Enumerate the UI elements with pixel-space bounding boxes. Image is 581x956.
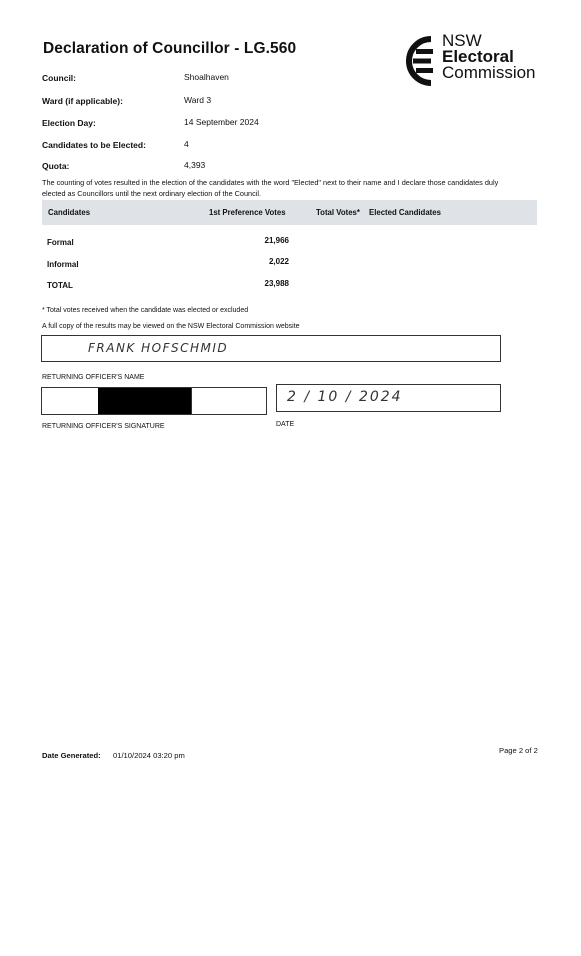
logo-mark-icon — [401, 36, 439, 86]
date-generated-value: 01/10/2024 03:20 pm — [113, 751, 185, 760]
date-handwritten: 2 / 10 / 2024 — [287, 389, 403, 405]
row-formal-value: 21,966 — [264, 236, 289, 245]
election-day-value: 14 September 2024 — [184, 117, 259, 127]
date-generated-label: Date Generated: — [42, 751, 101, 760]
date-label: DATE — [276, 421, 295, 428]
full-copy-note: A full copy of the results may be viewed on the NSW Electoral Commission website — [42, 323, 300, 330]
col-total-votes: Total Votes* — [316, 208, 360, 217]
row-formal-label: Formal — [47, 238, 74, 247]
council-value: Shoalhaven — [184, 72, 229, 82]
row-total-label: TOTAL — [47, 281, 73, 290]
candidates-to-elect-label: Candidates to be Elected: — [42, 140, 146, 150]
ward-label: Ward (if applicable): — [42, 96, 123, 106]
col-candidates: Candidates — [48, 208, 91, 217]
row-informal-label: Informal — [47, 260, 79, 269]
results-table-header — [42, 200, 537, 225]
election-day-label: Election Day: — [42, 118, 96, 128]
row-informal-value: 2,022 — [268, 257, 289, 266]
signature-label: RETURNING OFFICER'S SIGNATURE — [42, 423, 165, 430]
logo-line-2: Electoral — [442, 47, 514, 66]
quota-value: 4,393 — [184, 160, 206, 170]
signature-divider — [191, 388, 192, 414]
nsw-electoral-commission-logo — [401, 33, 551, 89]
date-box — [276, 384, 501, 412]
col-elected: Elected Candidates — [369, 208, 441, 217]
officer-name-label: RETURNING OFFICER'S NAME — [42, 374, 145, 381]
ward-value: Ward 3 — [184, 95, 212, 105]
page-number: Page 2 of 2 — [499, 746, 538, 755]
logo-line-1: NSW — [442, 31, 482, 50]
signature-redaction — [98, 388, 191, 414]
quota-label: Quota: — [42, 161, 70, 171]
logo-line-3: Commission — [442, 63, 536, 82]
footnote: * Total votes received when the candidate was elected or excluded — [42, 307, 249, 314]
officer-name-handwritten: FRANK HOFSCHMID — [88, 341, 229, 355]
declaration-statement: The counting of votes resulted in the election of the candidates with the word "Elected" next to their name and I declare those candidates duly elected as Councillors until the next ordinary election of the Council. — [42, 178, 499, 198]
col-first-preference: 1st Preference Votes — [209, 208, 286, 217]
council-label: Council: — [42, 73, 76, 83]
row-total-value: 23,988 — [264, 279, 289, 288]
officer-name-box — [41, 335, 501, 362]
candidates-to-elect-value: 4 — [184, 139, 189, 149]
page-title: Declaration of Councillor - LG.560 — [43, 40, 297, 57]
